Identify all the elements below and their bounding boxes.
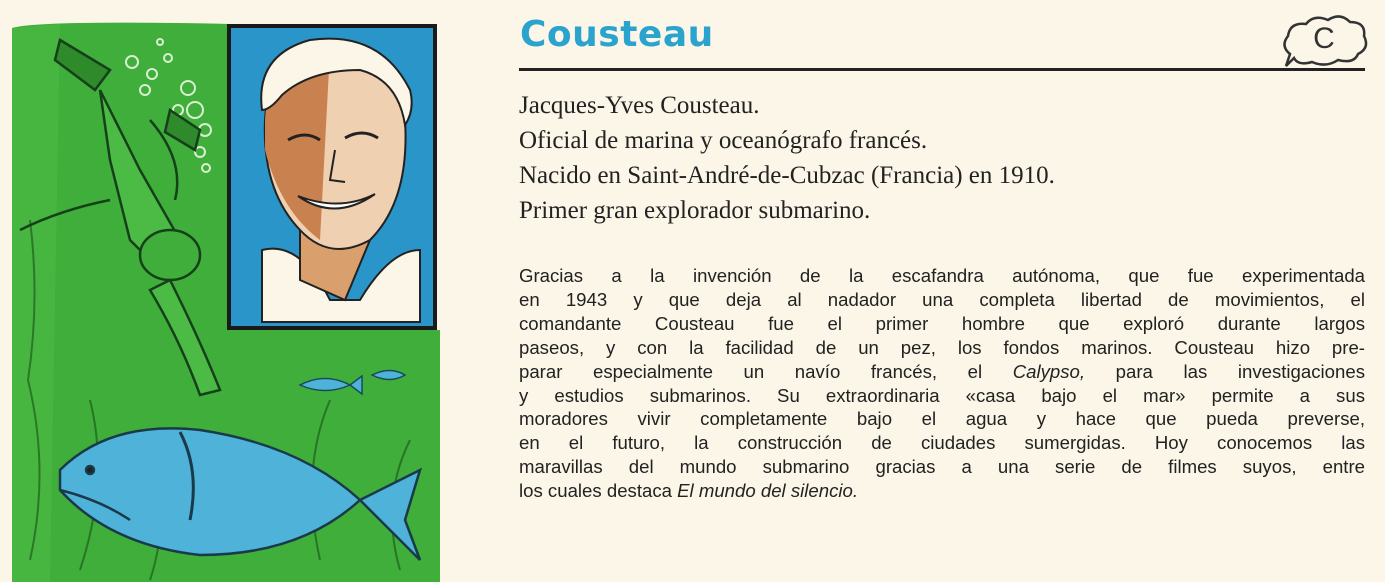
badge-letter: C [1313, 22, 1335, 55]
ship-name: Calypso, [1012, 360, 1086, 382]
body-paragraph [519, 264, 1365, 503]
underwater-illustration [0, 0, 440, 582]
body-line: en el futuro, la construcción de ciudades sumergidas. Hoy conocemos las [519, 432, 1365, 454]
body-line: maravillas del mundo submarino gracias a una serie de filmes suyos, entre [519, 456, 1365, 478]
film-title: El mundo del silencio. [677, 480, 859, 502]
body-text-span: parar especialmente un navío francés, el [519, 360, 1013, 382]
body-line: moradores vivir completamente bajo el agua y hace que pueda preverse, [519, 408, 1365, 430]
body-line: en 1943 y que deja al nadador una completa libertad de movimientos, el [519, 288, 1365, 310]
page-title: Cousteau [520, 14, 714, 55]
body-line: comandante Cousteau fue el primer hombre que exploró durante largos [519, 312, 1365, 334]
fact-line: Nacido en Saint-André-de-Cubzac (Francia) en 1910. [519, 162, 1055, 189]
body-line: paseos, y con la facilidad de un pez, los fondos marinos. Cousteau hizo pre- [519, 336, 1365, 358]
letter-badge [1278, 14, 1370, 70]
title-underline [519, 68, 1365, 71]
fact-line: Jacques-Yves Cousteau. [519, 92, 760, 119]
fact-line: Primer gran explorador submarino. [519, 197, 871, 224]
facts-list [519, 88, 1359, 228]
body-line: Gracias a la invención de la escafandra autónoma, que fue experimentada [519, 265, 1365, 286]
body-line [519, 360, 1365, 384]
fact-line: Oficial de marina y oceanógrafo francés. [519, 127, 928, 154]
body-line [519, 479, 1365, 503]
portrait-frame [229, 26, 435, 328]
body-text-span: los cuales destaca [519, 480, 678, 502]
body-line: y estudios submarinos. Su extraordinaria «casa bajo el mar» permite a sus [519, 384, 1365, 406]
body-text-span: para las investigaciones [1085, 360, 1365, 382]
